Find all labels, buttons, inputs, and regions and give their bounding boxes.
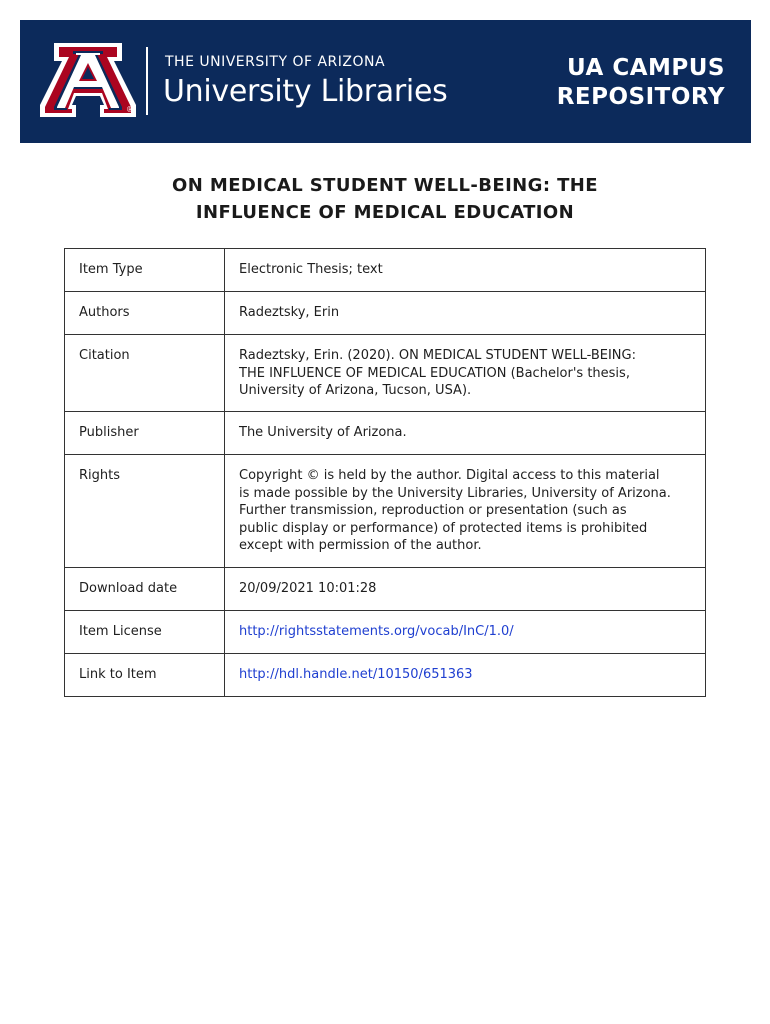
publisher-label: Publisher [65, 412, 225, 455]
link-to-item-link[interactable]: http://hdl.handle.net/10150/651363 [239, 667, 473, 682]
table-row [65, 335, 706, 412]
item-license-cell [225, 611, 706, 654]
rights-line: is made possible by the University Libraries, University of Arizona. [239, 485, 671, 501]
table-row [65, 292, 706, 335]
title-line-2: INFLUENCE OF MEDICAL EDUCATION [195, 202, 575, 223]
rights-line: Copyright © is held by the author. Digital access to this material [239, 468, 660, 483]
citation-label: Citation [65, 335, 225, 412]
item-type-value: Electronic Thesis; text [225, 249, 706, 292]
header-divider [146, 47, 148, 115]
libraries-name: University Libraries [163, 74, 448, 109]
citation-line: University of Arizona, Tucson, USA). [239, 383, 472, 398]
download-date-value: 20/09/2021 10:01:28 [225, 568, 706, 611]
rights-line: except with permission of the author. [239, 538, 482, 553]
citation-line: THE INFLUENCE OF MEDICAL EDUCATION (Bachelor's thesis, [239, 365, 630, 381]
table-row [65, 654, 706, 697]
ua-block-a-icon [40, 41, 136, 117]
item-license-label: Item License [65, 611, 225, 654]
link-to-item-label: Link to Item [65, 654, 225, 697]
rights-value [225, 455, 706, 568]
download-date-label: Download date [65, 568, 225, 611]
repository-name [557, 54, 725, 112]
authors-value: Radeztsky, Erin [225, 292, 706, 335]
rights-line: Further transmission, reproduction or presentation (such as [239, 503, 627, 518]
citation-line: Radeztsky, Erin. (2020). ON MEDICAL STUDENT WELL-BEING: [239, 348, 636, 363]
title-line-1: ON MEDICAL STUDENT WELL-BEING: THE [172, 175, 598, 196]
metadata-table [64, 248, 706, 697]
item-type-label: Item Type [65, 249, 225, 292]
citation-value [225, 335, 706, 412]
repository-line-1: UA CAMPUS [567, 55, 725, 81]
university-name: THE UNIVERSITY OF ARIZONA [165, 54, 386, 70]
table-row [65, 568, 706, 611]
document-title [0, 172, 770, 226]
repository-line-2: REPOSITORY [556, 84, 725, 110]
authors-label: Authors [65, 292, 225, 335]
publisher-value: The University of Arizona. [225, 412, 706, 455]
table-row [65, 455, 706, 568]
link-to-item-cell [225, 654, 706, 697]
rights-line: public display or performance) of protected items is prohibited [239, 520, 648, 536]
rights-label: Rights [65, 455, 225, 568]
table-row [65, 249, 706, 292]
item-license-link[interactable]: http://rightsstatements.org/vocab/InC/1.0/ [239, 624, 514, 639]
registered-mark: ® [126, 105, 134, 114]
table-row [65, 611, 706, 654]
table-row [65, 412, 706, 455]
